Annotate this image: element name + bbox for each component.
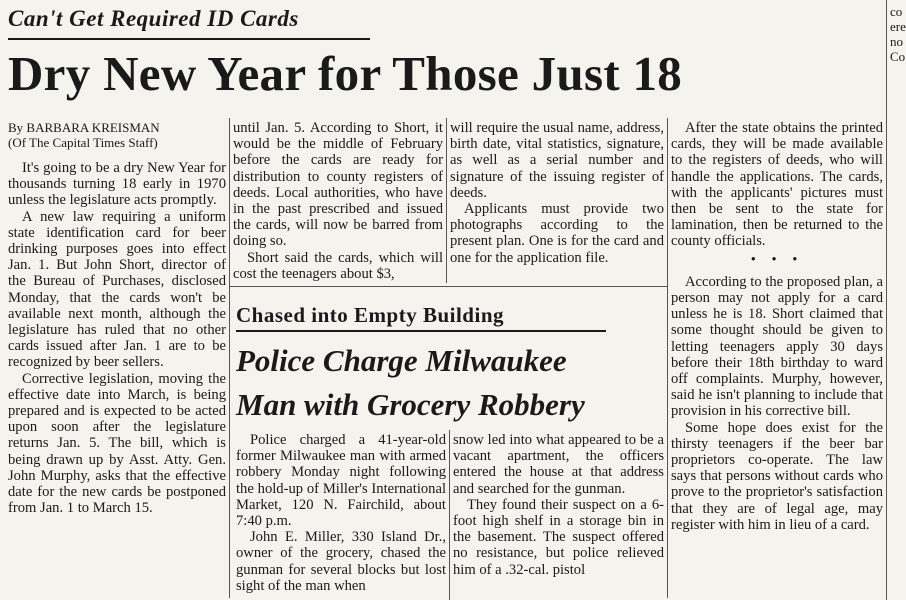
second-story-headline-line-2: Man with Grocery Robbery xyxy=(236,387,585,422)
second-story-column-b xyxy=(453,432,664,600)
column-3 xyxy=(450,120,664,280)
fragment-line: Co xyxy=(890,49,906,64)
column-divider xyxy=(449,430,450,600)
column-divider xyxy=(667,118,668,598)
paragraph: Corrective legislation, moving the effective date into March, is being prepared and is expected to be acted upon soon after the legislature returns Jan. 5. The bill, which is being drawn up by Asst. Atty. Gen. John Murphy, asks that the effective date for the new cards be postponed from Jan. 1 to March 15. xyxy=(8,370,226,517)
column-4 xyxy=(671,120,883,600)
fragment-line: ere xyxy=(890,19,906,34)
column-divider xyxy=(446,118,447,283)
kicker-underline xyxy=(236,330,606,332)
column-2 xyxy=(233,120,443,280)
paragraph: snow led into what appeared to be a vacant apartment, the officers entered the house at that address and searched for the gunman. xyxy=(453,432,664,497)
paragraph: will require the usual name, address, birth date, vital statistics, signature, as well as a serial number and signature of the issuing register of deeds. xyxy=(450,120,664,201)
column-1 xyxy=(8,120,226,600)
fragment-line: co xyxy=(890,4,903,19)
paragraph: Short said the cards, which will cost the teenagers about $3, xyxy=(233,249,443,282)
second-story-headline-line-1: Police Charge Milwaukee xyxy=(236,343,567,378)
column-divider xyxy=(229,118,230,598)
second-story-kicker: Chased into Empty Building xyxy=(236,303,504,327)
story-headline: Dry New Year for Those Just 18 xyxy=(8,46,683,101)
paragraph: until Jan. 5. According to Short, it would be the middle of February before the cards are ready for distribution to county registers of deeds. Local authorities, who have in the past prescribed and issued the cards, will now be barred from doing so. xyxy=(233,120,443,250)
adjacent-column-fragment xyxy=(890,4,906,84)
paragraph: Applicants must provide two photographs according to the present plan. One is for the card and one for the application file. xyxy=(450,201,664,266)
byline xyxy=(8,120,226,150)
column-divider xyxy=(886,0,887,600)
second-story-column-a xyxy=(236,432,446,600)
paragraph: It's going to be a dry New Year for thousands turning 18 early in 1970 unless the legislature acts promptly. xyxy=(8,160,226,209)
byline-name: By BARBARA KREISMAN xyxy=(8,120,160,135)
byline-affiliation: (Of The Capital Times Staff) xyxy=(8,135,158,150)
paragraph: After the state obtains the printed cards, they will be made available to the registers of deeds, who will handle the applications. The cards, with the applicants' pictures must then be sent to the state for lamination, then be returned to the county officials. xyxy=(671,120,883,250)
story-divider xyxy=(230,286,667,287)
section-separator: • • • xyxy=(750,251,804,268)
paragraph: According to the proposed plan, a person may not apply for a card unless he is 18. Short claimed that some thought should be given to letting teenagers apply 30 days before their 18th birthday to ward off complaints. Murphy, however, said he isn't planning to include that provision in his corrective bill. xyxy=(671,273,883,420)
paragraph: They found their suspect on a 6-foot high shelf in a storage bin in the basement. The suspect offered no resistance, but police relieved him of a .32-cal. pistol xyxy=(453,496,664,578)
paragraph: John E. Miller, 330 Island Dr., owner of the grocery, chased the gunman for several blocks but lost sight of the man when xyxy=(236,529,446,594)
kicker-underline xyxy=(8,38,370,40)
paragraph: Police charged a 41-year-old former Milwaukee man with armed robbery Monday night following the hold-up of Miller's International Market, 120 N. Fairchild, about 7:40 p.m. xyxy=(236,432,446,530)
paragraph: A new law requiring a uniform state identification card for beer drinking purposes goes into effect Jan. 1. But John Short, director of the Bureau of Purchases, disclosed Monday, that the cards won't be available next month, although the legislature has ruled that no other cards issued after Jan. 1 are to be recognized by beer sellers. xyxy=(8,208,226,371)
story-kicker: Can't Get Required ID Cards xyxy=(8,6,299,31)
fragment-line: no xyxy=(890,34,903,49)
paragraph: Some hope does exist for the thirsty teenagers if the beer bar proprietors co-operate. The law says that persons without cards who prove to the proprietor's satisfaction that they are of legal age, may register with him in lieu of a card. xyxy=(671,419,883,533)
